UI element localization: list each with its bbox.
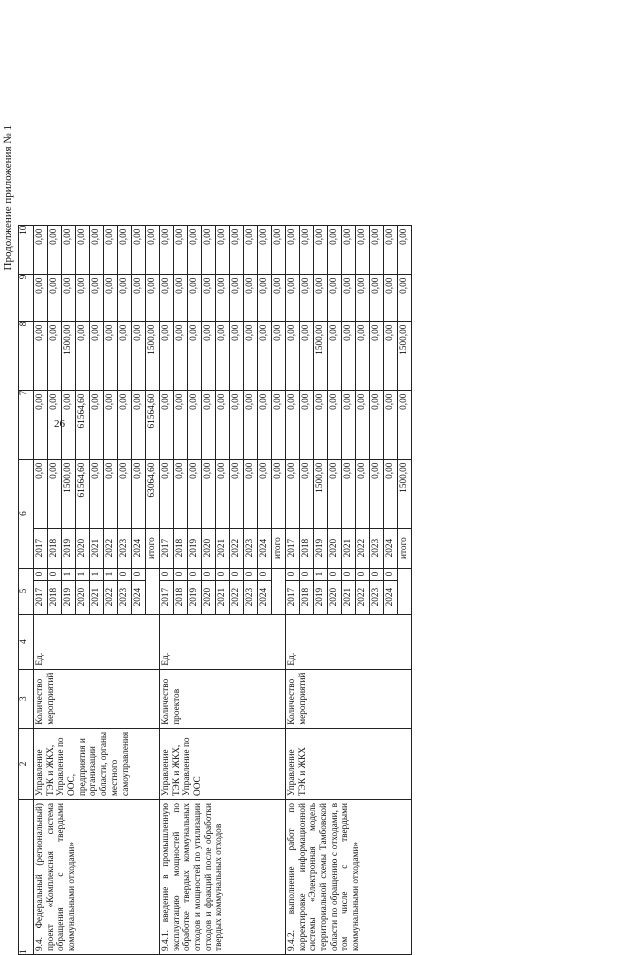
blank-cell xyxy=(146,568,160,614)
table-row xyxy=(286,225,300,954)
table-cell: 0,00 xyxy=(104,225,118,274)
table-cell: 0,00 xyxy=(356,459,370,528)
table-cell: 0,00 xyxy=(384,390,398,459)
table-cell: 0,00 xyxy=(216,459,230,528)
table-cell: 2022 xyxy=(104,580,118,614)
indicator-cell: Количество мероприятий xyxy=(286,669,412,728)
table-cell: 0,00 xyxy=(90,274,104,321)
table-cell: 0 xyxy=(258,568,272,580)
table-cell: 0,00 xyxy=(342,390,356,459)
table-cell: 2020 xyxy=(202,528,216,568)
table-cell: 0,00 xyxy=(370,390,384,459)
responsible-cell: Управление ТЭК и ЖКХ xyxy=(286,728,412,799)
table-cell: 0,00 xyxy=(188,321,202,390)
page-number: 26 xyxy=(54,418,65,430)
table-cell: 2021 xyxy=(90,528,104,568)
table-cell: 0,00 xyxy=(174,225,188,274)
table-cell: 2021 xyxy=(342,580,356,614)
table-cell: 0,00 xyxy=(300,321,314,390)
table-cell: 0,00 xyxy=(62,225,76,274)
table-cell: 0,00 xyxy=(230,321,244,390)
table-cell: 2022 xyxy=(230,528,244,568)
table-cell: 0,00 xyxy=(258,274,272,321)
table-cell: 0,00 xyxy=(62,274,76,321)
table-cell: 2018 xyxy=(174,528,188,568)
table-cell: 0,00 xyxy=(356,321,370,390)
table-cell: 1500,00 xyxy=(62,321,76,390)
responsible-cell: Управление ТЭК и ЖКХ, Управление по ООС, предприятия и организации области, органы местного самоуправления xyxy=(34,728,160,799)
table-cell: 0,00 xyxy=(356,274,370,321)
table-cell: 0,00 xyxy=(328,225,342,274)
table-cell: 2017 xyxy=(160,528,174,568)
header-cell: 2 xyxy=(19,728,34,799)
header-cell: 3 xyxy=(19,669,34,728)
table-cell: 0,00 xyxy=(188,225,202,274)
table-cell: 2023 xyxy=(118,528,132,568)
total-cell: 1500,00 xyxy=(398,321,412,390)
table-cell: 0,00 xyxy=(132,274,146,321)
table-cell: 0,00 xyxy=(300,274,314,321)
table-cell: 0,00 xyxy=(216,274,230,321)
table-cell: 1 xyxy=(62,568,76,580)
table-cell: 0,00 xyxy=(90,459,104,528)
total-cell: 0,00 xyxy=(398,274,412,321)
table-cell: 0,00 xyxy=(174,459,188,528)
table-cell: 0 xyxy=(202,568,216,580)
table-cell: 0,00 xyxy=(384,225,398,274)
table-cell: 2023 xyxy=(244,528,258,568)
total-cell: 0,00 xyxy=(146,274,160,321)
table-cell: 2018 xyxy=(300,528,314,568)
table-cell: 0,00 xyxy=(188,390,202,459)
table-cell: 0,00 xyxy=(342,274,356,321)
table-cell: 0 xyxy=(48,568,62,580)
program-table xyxy=(18,225,412,955)
table-cell: 0,00 xyxy=(216,390,230,459)
table-cell: 0,00 xyxy=(118,321,132,390)
header-cell: 5 xyxy=(19,568,34,614)
blank-cell xyxy=(272,568,286,614)
table-cell: 2020 xyxy=(76,580,90,614)
total-cell: 0,00 xyxy=(272,459,286,528)
table-cell: 2017 xyxy=(160,580,174,614)
table-cell: 0,00 xyxy=(132,459,146,528)
table-cell: 0,00 xyxy=(90,225,104,274)
header-cell: 1 xyxy=(19,800,34,955)
total-cell: 0,00 xyxy=(272,225,286,274)
table-cell: 0,00 xyxy=(258,225,272,274)
table-cell: 0,00 xyxy=(230,225,244,274)
table-cell: 2018 xyxy=(174,580,188,614)
table-cell: 1 xyxy=(90,568,104,580)
table-cell: 0,00 xyxy=(104,459,118,528)
table-cell: 0,00 xyxy=(34,225,48,274)
table-cell: 0,00 xyxy=(384,274,398,321)
table-cell: 2023 xyxy=(244,580,258,614)
table-cell: 0,00 xyxy=(258,459,272,528)
table-cell: 1 xyxy=(314,568,328,580)
total-cell: 0,00 xyxy=(146,225,160,274)
table-cell: 0,00 xyxy=(188,459,202,528)
table-cell: 0,00 xyxy=(370,321,384,390)
table-cell: 0,00 xyxy=(90,321,104,390)
table-cell: 2017 xyxy=(286,580,300,614)
table-cell: 0,00 xyxy=(244,390,258,459)
table-cell: 2019 xyxy=(188,528,202,568)
table-cell: 2017 xyxy=(286,528,300,568)
table-cell: 0,00 xyxy=(132,390,146,459)
table-cell: 2018 xyxy=(48,528,62,568)
table-cell: 0,00 xyxy=(384,321,398,390)
table-cell: 0,00 xyxy=(188,274,202,321)
table-cell: 0 xyxy=(132,568,146,580)
table-cell: 2024 xyxy=(258,528,272,568)
table-row xyxy=(160,225,174,954)
unit-cell: Ед. xyxy=(286,614,412,669)
item-name-cell: 9.4.1. введение в промышленную эксплуатацию мощностей по обработке твердых коммунальных отходов и мощностей по утилизации отходов и фракций после обработки твердых коммунальных отходов xyxy=(160,800,286,955)
table-cell: 2019 xyxy=(314,580,328,614)
table-cell: 1 xyxy=(104,568,118,580)
table-cell: 2022 xyxy=(356,580,370,614)
table-cell: 0,00 xyxy=(118,390,132,459)
table-cell: 0 xyxy=(328,568,342,580)
table-cell: 0,00 xyxy=(286,459,300,528)
table-cell: 0,00 xyxy=(34,321,48,390)
unit-cell: Ед. xyxy=(34,614,160,669)
table-cell: 2020 xyxy=(328,580,342,614)
indicator-cell: Количество мероприятий xyxy=(34,669,160,728)
header-cell: 10 xyxy=(19,225,34,274)
table-cell: 0,00 xyxy=(314,390,328,459)
table-cell: 0 xyxy=(300,568,314,580)
table-row xyxy=(34,225,48,954)
table-cell: 0,00 xyxy=(286,390,300,459)
table-cell: 0,00 xyxy=(202,390,216,459)
table-cell: 0,00 xyxy=(258,321,272,390)
table-cell: 2019 xyxy=(314,528,328,568)
table-cell: 0 xyxy=(118,568,132,580)
table-cell: 0,00 xyxy=(174,274,188,321)
table-cell: 0,00 xyxy=(48,225,62,274)
table-cell: 0 xyxy=(216,568,230,580)
table-cell: 2019 xyxy=(62,528,76,568)
table-cell: 0,00 xyxy=(202,225,216,274)
table-cell: 0,00 xyxy=(328,459,342,528)
table-cell: 0,00 xyxy=(132,321,146,390)
responsible-cell: Управление ТЭК и ЖКХ, Управление по ООС xyxy=(160,728,286,799)
table-cell: 0 xyxy=(160,568,174,580)
table-cell: 0,00 xyxy=(48,459,62,528)
table-cell: 2017 xyxy=(34,580,48,614)
table-cell: 0,00 xyxy=(342,321,356,390)
rotated-sheet xyxy=(2,105,492,955)
table-body xyxy=(34,225,412,954)
table-cell: 2017 xyxy=(34,528,48,568)
table-cell: 2024 xyxy=(384,580,398,614)
table-cell: 0,00 xyxy=(160,225,174,274)
table-cell: 2019 xyxy=(62,580,76,614)
table-cell: 0,00 xyxy=(244,321,258,390)
table-cell: 0,00 xyxy=(174,390,188,459)
table-cell: 0,00 xyxy=(356,225,370,274)
header-cell: 9 xyxy=(19,274,34,321)
table-cell: 0,00 xyxy=(244,225,258,274)
table-cell: 2019 xyxy=(188,580,202,614)
table-cell: 0 xyxy=(356,568,370,580)
table-cell: 0 xyxy=(286,568,300,580)
table-cell: 0,00 xyxy=(286,321,300,390)
table-cell: 0,00 xyxy=(342,459,356,528)
total-label: итого xyxy=(146,528,160,568)
table-cell: 2020 xyxy=(76,528,90,568)
item-name-cell: 9.4.2. выполнение работ по корректировке информационной системы «Электронная модель территориальной схемы Тамбовской области по обращению с отходами, в том числе с твердыми коммунальными отходами» xyxy=(286,800,412,955)
table-cell: 0 xyxy=(188,568,202,580)
table-cell: 0,00 xyxy=(314,225,328,274)
table-cell: 0,00 xyxy=(34,274,48,321)
table-cell: 0,00 xyxy=(230,390,244,459)
table-cell: 0,00 xyxy=(230,459,244,528)
table-cell: 0,00 xyxy=(160,274,174,321)
table-cell: 2024 xyxy=(258,580,272,614)
table-cell: 2023 xyxy=(370,528,384,568)
table-cell: 2024 xyxy=(132,580,146,614)
table-cell: 0,00 xyxy=(202,459,216,528)
total-cell: 0,00 xyxy=(398,225,412,274)
table-cell: 0,00 xyxy=(118,274,132,321)
total-label: итого xyxy=(398,528,412,568)
table-cell: 0,00 xyxy=(76,225,90,274)
table-cell: 0,00 xyxy=(174,321,188,390)
table-cell: 0,00 xyxy=(328,321,342,390)
table-cell: 0 xyxy=(174,568,188,580)
table-cell: 2018 xyxy=(300,580,314,614)
table-cell: 0,00 xyxy=(104,390,118,459)
table-cell: 2021 xyxy=(90,580,104,614)
table-cell: 2024 xyxy=(384,528,398,568)
table-cell: 0,00 xyxy=(48,321,62,390)
table-cell: 2022 xyxy=(104,528,118,568)
table-cell: 0,00 xyxy=(202,321,216,390)
table-cell: 0,00 xyxy=(160,459,174,528)
header-cell: 8 xyxy=(19,321,34,390)
table-cell: 0,00 xyxy=(202,274,216,321)
total-cell: 63064,60 xyxy=(146,459,160,528)
table-cell: 0,00 xyxy=(314,274,328,321)
total-cell: 0,00 xyxy=(272,390,286,459)
header-cell: 7 xyxy=(19,390,34,459)
table-cell: 2021 xyxy=(216,580,230,614)
table-cell: 2022 xyxy=(356,528,370,568)
table-cell: 0,00 xyxy=(286,225,300,274)
table-cell: 2018 xyxy=(48,580,62,614)
total-cell: 0,00 xyxy=(272,274,286,321)
table-cell: 61564,60 xyxy=(76,459,90,528)
total-cell: 0,00 xyxy=(272,321,286,390)
table-cell: 0,00 xyxy=(244,274,258,321)
table-cell: 0,00 xyxy=(160,321,174,390)
table-cell: 0,00 xyxy=(230,274,244,321)
table-cell: 0,00 xyxy=(132,225,146,274)
table-cell: 0,00 xyxy=(300,225,314,274)
total-cell: 1500,00 xyxy=(146,321,160,390)
table-cell: 0,00 xyxy=(342,225,356,274)
table-cell: 2020 xyxy=(328,528,342,568)
table-cell: 1500,00 xyxy=(62,459,76,528)
table-cell: 0,00 xyxy=(300,390,314,459)
table-cell: 0,00 xyxy=(328,390,342,459)
table-cell: 0 xyxy=(370,568,384,580)
table-cell: 0,00 xyxy=(62,390,76,459)
total-cell: 0,00 xyxy=(398,390,412,459)
indicator-cell: Количество проектов xyxy=(160,669,286,728)
table-cell: 2020 xyxy=(202,580,216,614)
total-label: итого xyxy=(272,528,286,568)
table-cell: 0,00 xyxy=(258,390,272,459)
table-cell: 0,00 xyxy=(34,459,48,528)
total-cell: 61564,60 xyxy=(146,390,160,459)
table-cell: 0,00 xyxy=(286,274,300,321)
table-cell: 0 xyxy=(244,568,258,580)
table-cell: 0 xyxy=(342,568,356,580)
table-cell: 0,00 xyxy=(118,225,132,274)
item-name-cell: 9.4. Федеральный (региональный) проект «Комплексная система обращения с твердыми коммунальными отходами» xyxy=(34,800,160,955)
table-cell: 0 xyxy=(230,568,244,580)
table-cell: 0,00 xyxy=(48,390,62,459)
table-cell: 1 xyxy=(76,568,90,580)
table-cell: 0,00 xyxy=(118,459,132,528)
table-cell: 0,00 xyxy=(90,390,104,459)
table-cell: 0,00 xyxy=(384,459,398,528)
table-cell: 2021 xyxy=(216,528,230,568)
table-cell: 2023 xyxy=(118,580,132,614)
unit-cell: Ед. xyxy=(160,614,286,669)
table-cell: 0,00 xyxy=(216,225,230,274)
table-cell: 1500,00 xyxy=(314,459,328,528)
header-cell: 6 xyxy=(19,459,34,568)
table-cell: 0,00 xyxy=(160,390,174,459)
table-cell: 0,00 xyxy=(104,321,118,390)
table-cell: 0,00 xyxy=(370,225,384,274)
continuation-caption: Продолжение приложения № 1 xyxy=(2,125,14,271)
table-cell: 0,00 xyxy=(216,321,230,390)
table-cell: 2022 xyxy=(230,580,244,614)
table-cell: 0,00 xyxy=(356,390,370,459)
table-cell: 0 xyxy=(34,568,48,580)
table-cell: 0,00 xyxy=(48,274,62,321)
table-cell: 0,00 xyxy=(370,459,384,528)
table-cell: 0,00 xyxy=(34,390,48,459)
header-cell: 4 xyxy=(19,614,34,669)
table-cell: 2024 xyxy=(132,528,146,568)
table-cell: 2021 xyxy=(342,528,356,568)
table-cell: 0,00 xyxy=(104,274,118,321)
table-cell: 0,00 xyxy=(300,459,314,528)
total-cell: 1500,00 xyxy=(398,459,412,528)
table-cell: 0,00 xyxy=(328,274,342,321)
header-row xyxy=(19,225,34,954)
table-cell: 0,00 xyxy=(370,274,384,321)
blank-cell xyxy=(398,568,412,614)
table-cell: 1500,00 xyxy=(314,321,328,390)
table-cell: 0,00 xyxy=(244,459,258,528)
table-cell: 0,00 xyxy=(76,321,90,390)
table-cell: 61564,60 xyxy=(76,390,90,459)
table-cell: 2023 xyxy=(370,580,384,614)
table-cell: 0 xyxy=(384,568,398,580)
table-cell: 0,00 xyxy=(76,274,90,321)
